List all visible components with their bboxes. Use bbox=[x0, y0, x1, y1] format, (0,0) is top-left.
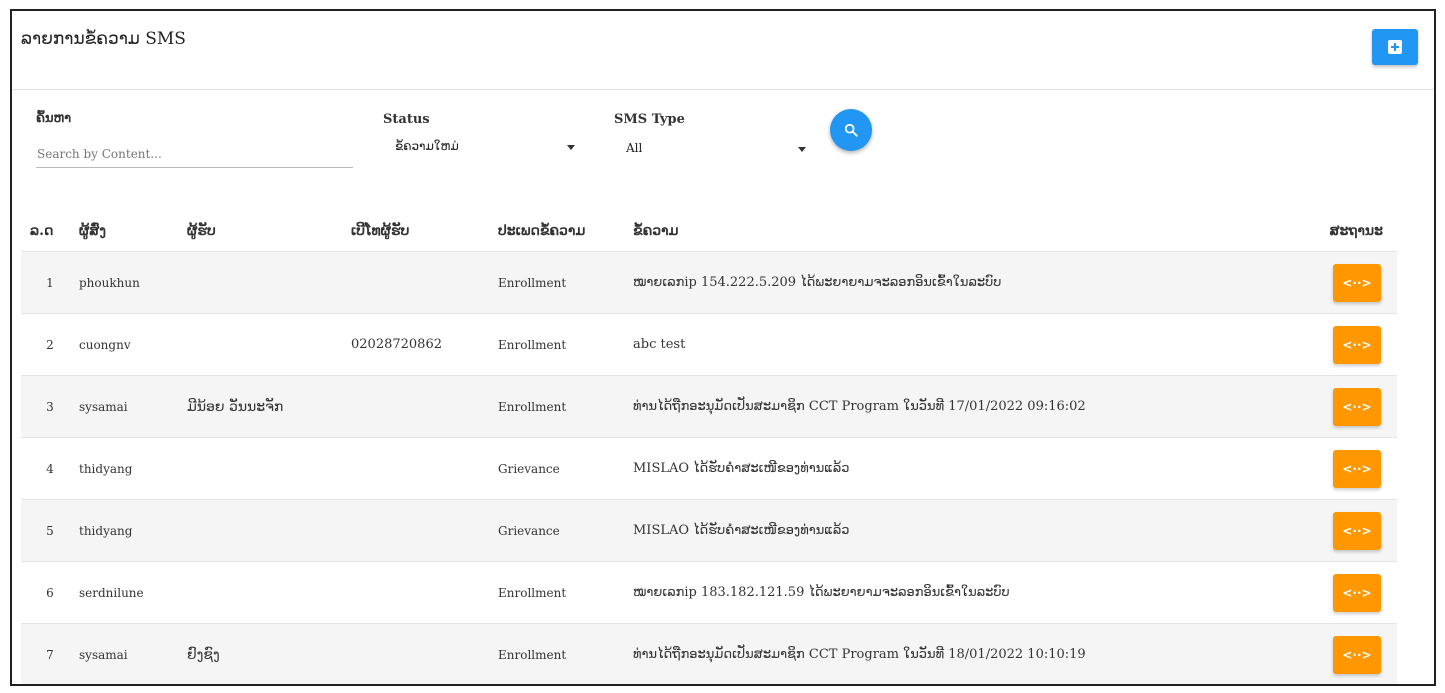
status-label: Status bbox=[383, 112, 430, 127]
row-number: 5 bbox=[21, 500, 79, 562]
plus-square-icon bbox=[1388, 40, 1402, 54]
status-selected-value: ຂໍ້ຄວາມໃຫມ່ bbox=[395, 139, 459, 153]
row-phone bbox=[351, 438, 498, 500]
sms-type-select[interactable] bbox=[626, 137, 806, 161]
table-row bbox=[21, 562, 1397, 624]
search-label: ຄົ້ນຫາ bbox=[36, 111, 72, 126]
row-receiver: ມີນ້ອຍ ວັນນະຈັກ bbox=[187, 376, 351, 438]
row-sender: serdnilune bbox=[79, 562, 187, 624]
row-number: 2 bbox=[21, 314, 79, 376]
search-icon bbox=[844, 123, 858, 137]
row-type: Grievance bbox=[498, 438, 633, 500]
panel-header bbox=[12, 11, 1434, 90]
table-row bbox=[21, 252, 1397, 314]
row-type: Enrollment bbox=[498, 376, 633, 438]
row-number: 4 bbox=[21, 438, 79, 500]
row-message: ທ່ານໄດ້ຖືກອະນຸມັດເປັນສະມາຊິກ CCT Program ໃນວັນທີ 18/01/2022 10:10:19 bbox=[633, 624, 1244, 686]
row-number: 6 bbox=[21, 562, 79, 624]
row-sender: cuongnv bbox=[79, 314, 187, 376]
row-type: Grievance bbox=[498, 500, 633, 562]
row-number: 3 bbox=[21, 376, 79, 438]
row-type: Enrollment bbox=[498, 624, 633, 686]
col-header-receiver: ຜູ້ຮັບ bbox=[187, 223, 216, 239]
col-header-type: ປະເພດຂໍ້ຄວາມ bbox=[498, 223, 586, 239]
row-receiver bbox=[187, 562, 351, 624]
row-action-cell bbox=[1244, 562, 1397, 624]
row-receiver bbox=[187, 438, 351, 500]
row-action-cell bbox=[1244, 500, 1397, 562]
view-sms-button[interactable]: <··> bbox=[1333, 512, 1381, 550]
row-message: MISLAO ໄດ້ຮັບຄໍາສະເໜີຂອງທ່ານແລ້ວ bbox=[633, 500, 1244, 562]
add-sms-button[interactable] bbox=[1372, 29, 1418, 65]
row-phone bbox=[351, 562, 498, 624]
row-message: MISLAO ໄດ້ຮັບຄໍາສະເໜີຂອງທ່ານແລ້ວ bbox=[633, 438, 1244, 500]
row-receiver bbox=[187, 500, 351, 562]
view-sms-button[interactable]: <··> bbox=[1333, 574, 1381, 612]
col-header-message: ຂໍ້ຄວາມ bbox=[633, 223, 679, 239]
row-number: 1 bbox=[21, 252, 79, 314]
row-type: Enrollment bbox=[498, 562, 633, 624]
row-number: 7 bbox=[21, 624, 79, 686]
row-sender: sysamai bbox=[79, 376, 187, 438]
row-message: abc test bbox=[633, 314, 1244, 376]
table-row bbox=[21, 500, 1397, 562]
table-header-row bbox=[21, 211, 1397, 252]
col-header-sender: ຜູ້ສົ່ງ bbox=[79, 223, 107, 239]
page-title: ລາຍການຂໍ້ຄວາມ SMS bbox=[21, 29, 186, 49]
row-type: Enrollment bbox=[498, 252, 633, 314]
search-button[interactable] bbox=[830, 109, 872, 151]
row-action-cell bbox=[1244, 438, 1397, 500]
row-sender: sysamai bbox=[79, 624, 187, 686]
row-action-cell bbox=[1244, 376, 1397, 438]
view-sms-button[interactable]: <··> bbox=[1333, 388, 1381, 426]
view-sms-button[interactable]: <··> bbox=[1333, 450, 1381, 488]
row-phone bbox=[351, 376, 498, 438]
row-receiver: ຢົງຊົງ bbox=[187, 624, 351, 686]
view-sms-button[interactable]: <··> bbox=[1333, 326, 1381, 364]
col-header-phone: ເບີໂທຜູ້ຮັບ bbox=[351, 223, 410, 239]
row-phone bbox=[351, 252, 498, 314]
row-type: Enrollment bbox=[498, 314, 633, 376]
sms-list-panel bbox=[10, 9, 1436, 686]
col-header-status: ສະຖານະ bbox=[1329, 223, 1383, 239]
row-phone bbox=[351, 500, 498, 562]
row-action-cell bbox=[1244, 624, 1397, 686]
search-input[interactable] bbox=[36, 140, 353, 168]
text-cursor bbox=[10, 150, 11, 176]
row-sender: thidyang bbox=[79, 500, 187, 562]
table-row bbox=[21, 438, 1397, 500]
row-sender: phoukhun bbox=[79, 252, 187, 314]
row-phone: 02028720862 bbox=[351, 314, 498, 376]
caret-down-icon bbox=[567, 145, 575, 150]
caret-down-icon bbox=[798, 147, 806, 152]
sms-type-selected-value: All bbox=[626, 141, 643, 155]
row-message: ໝາຍເລກip 183.182.121.59 ໄດ້ພະຍາຍາມຈະລອກອິນເຂົ້າໃນລະບົບ bbox=[633, 562, 1244, 624]
table-row bbox=[21, 624, 1397, 686]
row-sender: thidyang bbox=[79, 438, 187, 500]
sms-type-label: SMS Type bbox=[614, 112, 685, 127]
row-receiver bbox=[187, 252, 351, 314]
row-phone bbox=[351, 624, 498, 686]
row-action-cell bbox=[1244, 314, 1397, 376]
row-message: ໝາຍເລກip 154.222.5.209 ໄດ້ພະຍາຍາມຈະລອກອິນເຂົ້າໃນລະບົບ bbox=[633, 252, 1244, 314]
row-message: ທ່ານໄດ້ຖືກອະນຸມັດເປັນສະມາຊິກ CCT Program ໃນວັນທີ 17/01/2022 09:16:02 bbox=[633, 376, 1244, 438]
row-receiver bbox=[187, 314, 351, 376]
status-select[interactable] bbox=[395, 135, 575, 159]
view-sms-button[interactable]: <··> bbox=[1333, 636, 1381, 674]
sms-table bbox=[21, 211, 1397, 685]
table-row bbox=[21, 376, 1397, 438]
col-header-no: ລ.ດ bbox=[30, 223, 54, 239]
row-action-cell bbox=[1244, 252, 1397, 314]
table-row bbox=[21, 314, 1397, 376]
view-sms-button[interactable]: <··> bbox=[1333, 264, 1381, 302]
